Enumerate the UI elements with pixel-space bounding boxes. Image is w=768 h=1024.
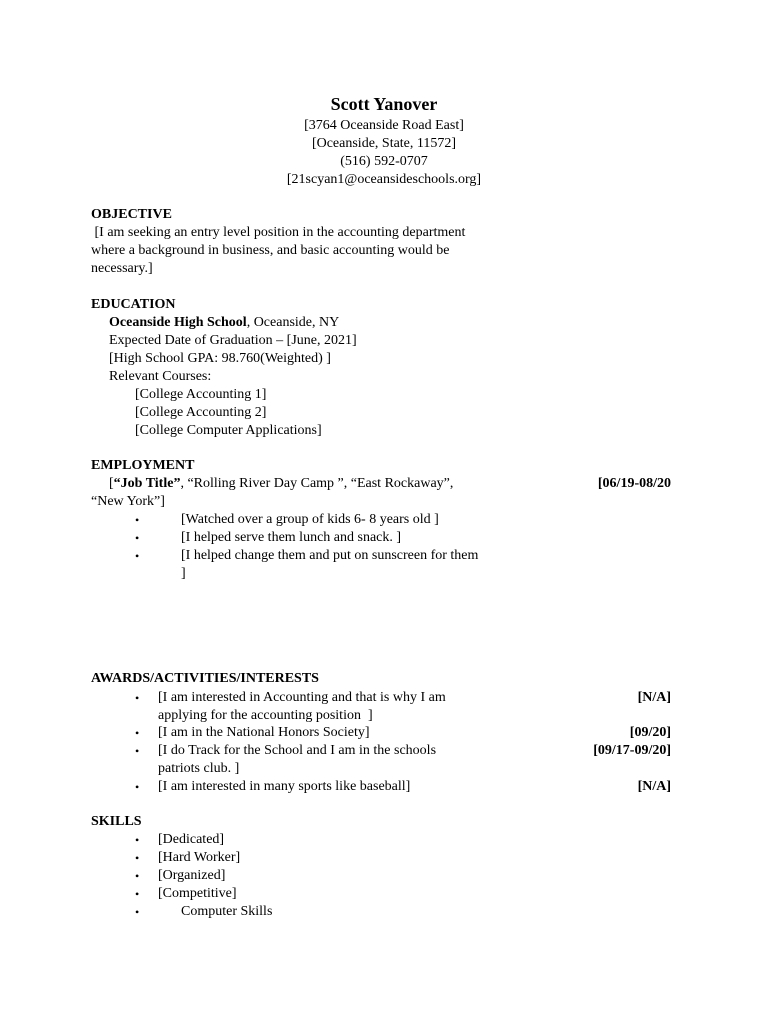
bullet-icon: • xyxy=(135,531,140,545)
school-location: , Oceanside, NY xyxy=(246,315,340,330)
education-heading: EDUCATION xyxy=(91,297,176,312)
address-line-1: [3764 Oceanside Road East] xyxy=(304,118,464,133)
gpa: [High School GPA: 98.760(Weighted) ] xyxy=(109,351,331,366)
award-item-continuation: applying for the accounting position ] xyxy=(158,708,373,723)
open-bracket: [ xyxy=(109,476,114,491)
job-duty: [I helped change them and put on sunscreen for them xyxy=(181,548,479,563)
bullet-icon: • xyxy=(135,869,140,883)
award-item: [I am interested in many sports like baseball] xyxy=(158,779,411,794)
job-duty-continuation: ] xyxy=(181,566,186,581)
bullet-icon: • xyxy=(135,691,140,705)
job-line-2: “New York”] xyxy=(91,494,165,509)
objective-heading: OBJECTIVE xyxy=(91,207,172,222)
award-item-continuation: patriots club. ] xyxy=(158,761,240,776)
job-details: , “Rolling River Day Camp ”, “East Rockaway”, xyxy=(180,476,454,491)
job-line-1 xyxy=(109,475,453,493)
course-item: [College Computer Applications] xyxy=(135,423,322,438)
awards-heading: AWARDS/ACTIVITIES/INTERESTS xyxy=(91,671,319,686)
skill-item: Computer Skills xyxy=(181,904,273,919)
course-item: [College Accounting 1] xyxy=(135,387,267,402)
award-date: [09/20] xyxy=(629,725,671,740)
school-line xyxy=(109,314,339,332)
objective-line-2: where a background in business, and basic accounting would be xyxy=(91,243,450,258)
award-item: [I am in the National Honors Society] xyxy=(158,725,370,740)
skill-item: [Hard Worker] xyxy=(158,850,241,865)
award-item: [I do Track for the School and I am in the schools xyxy=(158,743,437,758)
phone-number: (516) 592-0707 xyxy=(340,154,428,169)
job-title: “Job Title” xyxy=(113,476,181,491)
bullet-icon: • xyxy=(135,833,140,847)
skill-item: [Dedicated] xyxy=(158,832,225,847)
objective-line-1: [I am seeking an entry level position in the accounting department xyxy=(91,225,466,240)
job-dates: [06/19-08/20 xyxy=(597,476,671,491)
bullet-icon: • xyxy=(135,887,140,901)
bullet-icon: • xyxy=(135,726,140,740)
job-duty: [I helped serve them lunch and snack. ] xyxy=(181,530,402,545)
award-date: [N/A] xyxy=(637,690,671,705)
bullet-icon: • xyxy=(135,905,140,919)
school-name: Oceanside High School xyxy=(109,315,247,330)
skill-item: [Organized] xyxy=(158,868,226,883)
employment-heading: EMPLOYMENT xyxy=(91,458,195,473)
graduation-date: Expected Date of Graduation – [June, 2021] xyxy=(109,333,357,348)
resume-name: Scott Yanover xyxy=(330,94,438,114)
award-date: [09/17-09/20] xyxy=(593,743,671,758)
objective-line-3: necessary.] xyxy=(91,261,153,276)
award-item: [I am interested in Accounting and that is why I am xyxy=(158,690,446,705)
skills-heading: SKILLS xyxy=(91,814,142,829)
email-address: [21scyan1@oceansideschools.org] xyxy=(286,172,482,187)
bullet-icon: • xyxy=(135,513,140,527)
job-duty: [Watched over a group of kids 6- 8 years old ] xyxy=(181,512,439,527)
award-date: [N/A] xyxy=(637,779,671,794)
bullet-icon: • xyxy=(135,744,140,758)
bullet-icon: • xyxy=(135,780,140,794)
bullet-icon: • xyxy=(135,549,140,563)
courses-label: Relevant Courses: xyxy=(109,369,212,384)
bullet-icon: • xyxy=(135,851,140,865)
address-line-2: [Oceanside, State, 11572] xyxy=(311,136,457,151)
course-item: [College Accounting 2] xyxy=(135,405,267,420)
skill-item: [Competitive] xyxy=(158,886,237,901)
